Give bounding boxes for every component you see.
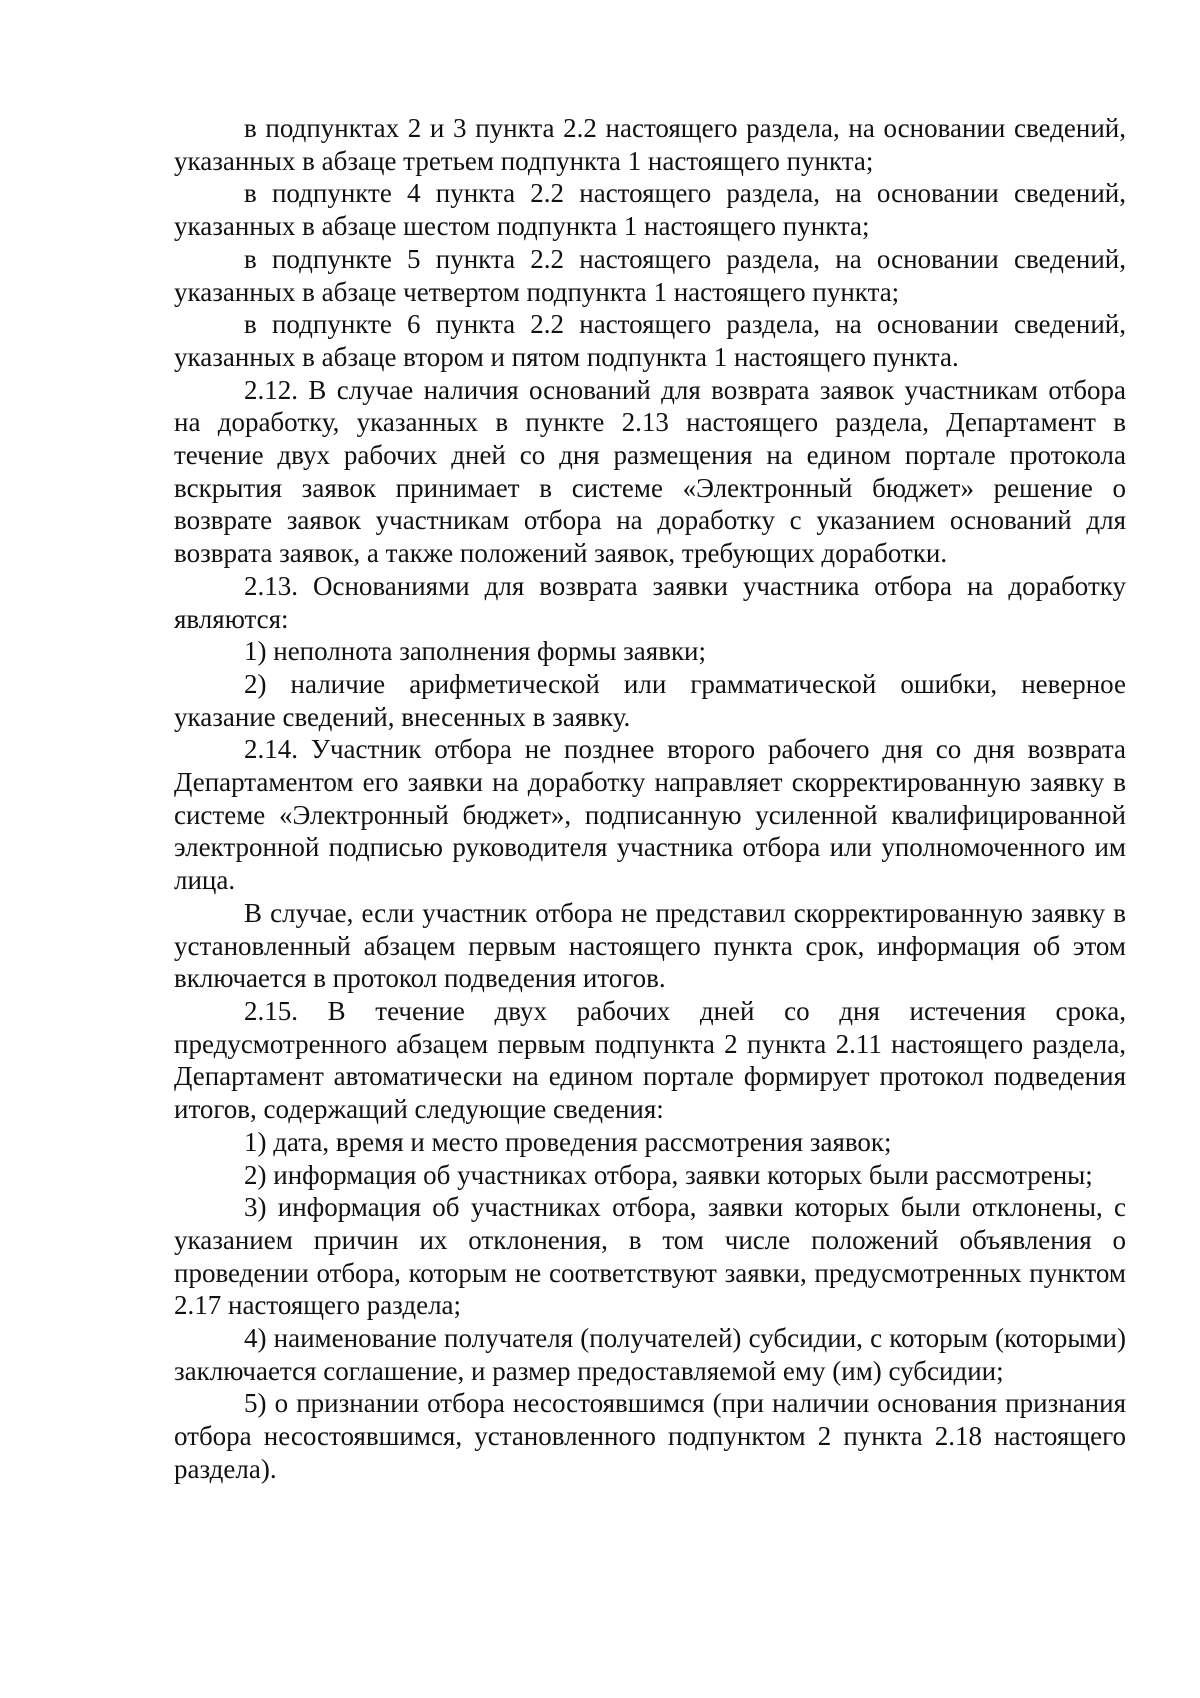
document-page (174, 112, 1126, 1486)
paragraph-2-15: 2.15. В течение двух рабочих дней со дня истечения срока, предусмотренного абзацем первым подпункта 2 пункта 2.11 настоящего раздела, Департамент автоматически на едином портале формирует протокол подведения итогов, содержащий следующие сведения: (174, 995, 1126, 1125)
list-item: 1) дата, время и место проведения рассмотрения заявок; (244, 1126, 892, 1157)
paragraph-2-13: 2.13. Основаниями для возврата заявки участника отбора на доработку являются: (174, 570, 1126, 634)
paragraph: в подпункте 6 пункта 2.2 настоящего раздела, на основании сведений, указанных в абзаце втором и пятом подпункта 1 настоящего пункта. (174, 309, 1126, 372)
list-item: 2) наличие арифметической или грамматической ошибки, неверное указание сведений, внесенных в заявку. (174, 668, 1126, 732)
list-item: 4) наименование получателя (получателей) субсидии, с которым (которыми) заключается соглашение, и размер предоставляемой ему (им) субсидии; (174, 1323, 1126, 1386)
paragraph: в подпункте 4 пункта 2.2 настоящего раздела, на основании сведений, указанных в абзаце шестом подпункта 1 настоящего пункта; (174, 178, 1126, 242)
paragraph: В случае, если участник отбора не представил скорректированную заявку в установленный абзацем первым настоящего пункта срок, информация об этом включается в протокол подведения итогов. (174, 897, 1126, 994)
list-item: 3) информация об участниках отбора, заявки которых были отклонены, с указанием причин их отклонения, в том числе положений объявления о проведении отбора, которым не соответствуют заявки, предусмотренных пунктом 2.17 настоящего раздела; (174, 1192, 1126, 1321)
paragraph: в подпункте 5 пункта 2.2 настоящего раздела, на основании сведений, указанных в абзаце четвертом подпункта 1 настоящего пункта; (174, 243, 1126, 307)
list-item: 2) информация об участниках отбора, заявки которых были рассмотрены; (244, 1159, 1093, 1190)
paragraph-2-12: 2.12. В случае наличия оснований для возврата заявок участникам отбора на доработку, указанных в пункте 2.13 настоящего раздела, Департамент в течение двух рабочих дней со дня размещения на едином портале протокола вскрытия заявок принимает в системе «Электронный бюджет» решение о возврате заявок участникам отбора на доработку с указанием оснований для возврата заявок, а также положений заявок, требующих доработки. (174, 374, 1126, 569)
list-item: 5) о признании отбора несостоявшимся (при наличии основания признания отбора несостоявшимся, установленного подпунктом 2 пункта 2.18 настоящего раздела). (174, 1388, 1126, 1484)
paragraph-2-14: 2.14. Участник отбора не позднее второго рабочего дня со дня возврата Департаментом его заявки на доработку направляет скорректированную заявку в системе «Электронный бюджет», подписанную усиленной квалифицированной электронной подписью руководителя участника отбора или уполномоченного им лица. (174, 734, 1126, 896)
list-item: 1) неполнота заполнения формы заявки; (244, 636, 707, 667)
paragraph: в подпунктах 2 и 3 пункта 2.2 настоящего раздела, на основании сведений, указанных в абзаце третьем подпункта 1 настоящего пункта; (174, 113, 1126, 176)
